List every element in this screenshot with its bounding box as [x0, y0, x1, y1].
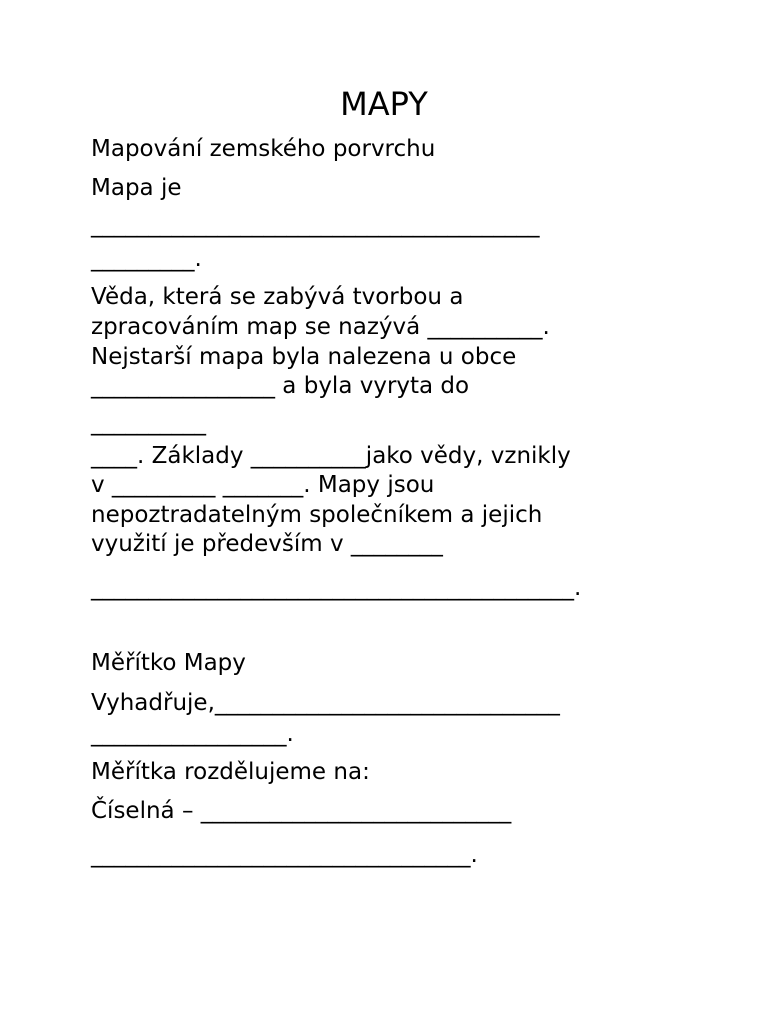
page-title: MAPY — [340, 85, 428, 123]
subheading-mapovani: Mapování zemského porvrchu — [91, 136, 436, 162]
subheading-meritko: Měřítko Mapy — [91, 650, 246, 676]
text-line: v _________ _______. Mapy jsou — [91, 472, 435, 498]
blank-line: _________. — [91, 246, 202, 272]
text-line: využití je především v ________ — [91, 531, 443, 557]
text-line: Věda, která se zabývá tvorbou a — [91, 284, 464, 310]
text-line: Nejstarší mapa byla nalezena u obce — [91, 344, 517, 370]
blank-line: _______________________________________ — [91, 212, 540, 238]
blank-line: __________ — [91, 410, 206, 436]
text-line: ____. Základy __________jako vědy, vznikly — [91, 443, 571, 469]
blank-line: __________________________________________. — [91, 575, 582, 601]
blank-line: _________________. — [91, 721, 294, 747]
text-line: zpracováním map se nazývá __________. — [91, 314, 550, 340]
text-line: nepoztradatelným společníkem a jejich — [91, 502, 543, 528]
text-line: Číselná – ___________________________ — [91, 798, 512, 824]
text-line: ________________ a byla vyryta do — [91, 373, 470, 399]
text-line: Vyhadřuje,______________________________ — [91, 690, 560, 716]
text-line: Mapa je — [91, 175, 182, 201]
blank-line: _________________________________. — [91, 842, 478, 868]
text-line: Měřítka rozdělujeme na: — [91, 759, 370, 785]
